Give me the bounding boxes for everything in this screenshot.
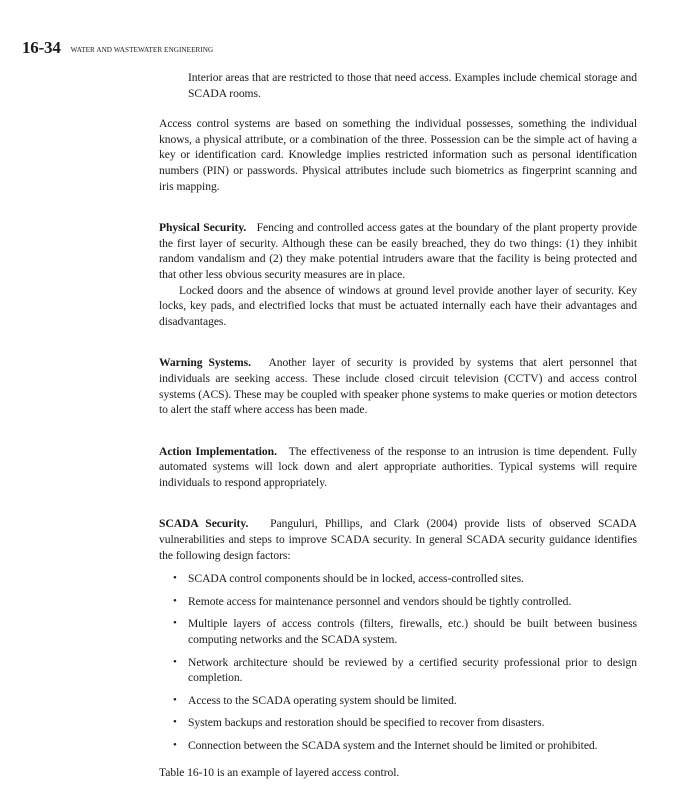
action-implementation-heading: Action Implementation. (159, 444, 277, 458)
access-control-paragraph: Access control systems are based on something the individual possesses, something the individual knows, a physical attribute, or a combination of the three. Possession can be the simple act of having a key or identification card. Knowledge implies restricted information such as personal identification numbers (PIN) or passwords. Physical attributes include such biometrics as fingerprint scanning and iris mapping. (159, 117, 637, 193)
bullet-icon: • (173, 617, 177, 630)
bullet-icon: • (173, 693, 177, 706)
scada-security-heading: SCADA Security. (159, 517, 249, 531)
main-content (159, 70, 637, 780)
page-header (22, 38, 213, 58)
list-item: • System backups and restoration should be specified to recover from disasters. (173, 716, 545, 730)
bullet-icon: • (173, 655, 177, 668)
scada-security-paragraph (159, 516, 637, 563)
warning-systems-text: Another layer of security is provided by systems that alert personnel that individuals are seeking access. These include closed circuit television (CCTV) and access control systems (ACS). These may be coupled with speaker phone systems to make queries or motion detectors to alert the staff where access has been made. (159, 356, 637, 417)
list-item: • Connection between the SCADA system and the Internet should be limited or prohibited. (173, 739, 598, 752)
physical-security-paragraph-1 (159, 220, 637, 282)
closing-sentence: Table 16-10 is an example of layered access control. (159, 765, 400, 779)
physical-security-text-1: Fencing and controlled access gates at the boundary of the plant property provide the first layer of security. Although these can be easily breached, they do two things: (1) they inhibit random vandalism and (2) they make potential intruders aware that the facility is being protected and that other less obvious security measures are in place. (159, 221, 637, 281)
action-implementation-paragraph (159, 444, 637, 491)
running-head: WATER AND WASTEWATER ENGINEERING (70, 46, 214, 54)
list-item: • Network architecture should be reviewed by a certified security professional prior to design completion. (173, 655, 637, 685)
bullet-icon: • (173, 572, 177, 585)
list-item: • Remote access for maintenance personnel and vendors should be tightly controlled. (173, 594, 572, 608)
page-number: 16-34 (22, 38, 61, 57)
warning-systems-heading: Warning Systems. (159, 356, 251, 370)
physical-security-paragraph-2: Locked doors and the absence of windows at ground level provide another layer of security. Key locks, key pads, and electrified locks that must be actuated internally each have their advantages and disadvantages. (159, 283, 637, 328)
scada-design-factors-list (159, 571, 637, 753)
warning-systems-paragraph (159, 355, 637, 417)
list-item: • Multiple layers of access controls (filters, firewalls, etc.) should be built between business computing networks and the SCADA system. (173, 617, 637, 647)
physical-security-heading: Physical Security. (159, 221, 247, 235)
scada-security-text: Panguluri, Phillips, and Clark (2004) provide lists of observed SCADA vulnerabilities and steps to improve SCADA security. In general SCADA security guidance identifies the following design factors: (159, 517, 638, 562)
bullet-icon: • (173, 739, 177, 751)
bullet-icon: • (173, 594, 177, 607)
list-item: • SCADA control components should be in locked, access-controlled sites. (173, 572, 524, 586)
list-item: • Access to the SCADA operating system should be limited. (173, 693, 457, 707)
action-implementation-text: The effectiveness of the response to an intrusion is time dependent. Fully automated systems will lock down and alert appropriate authorities. Typical systems will require individuals to respond appropriately. (159, 444, 637, 489)
intro-continuation-paragraph: Interior areas that are restricted to those that need access. Examples include chemical storage and SCADA rooms. (188, 71, 637, 100)
bullet-icon: • (173, 716, 177, 729)
